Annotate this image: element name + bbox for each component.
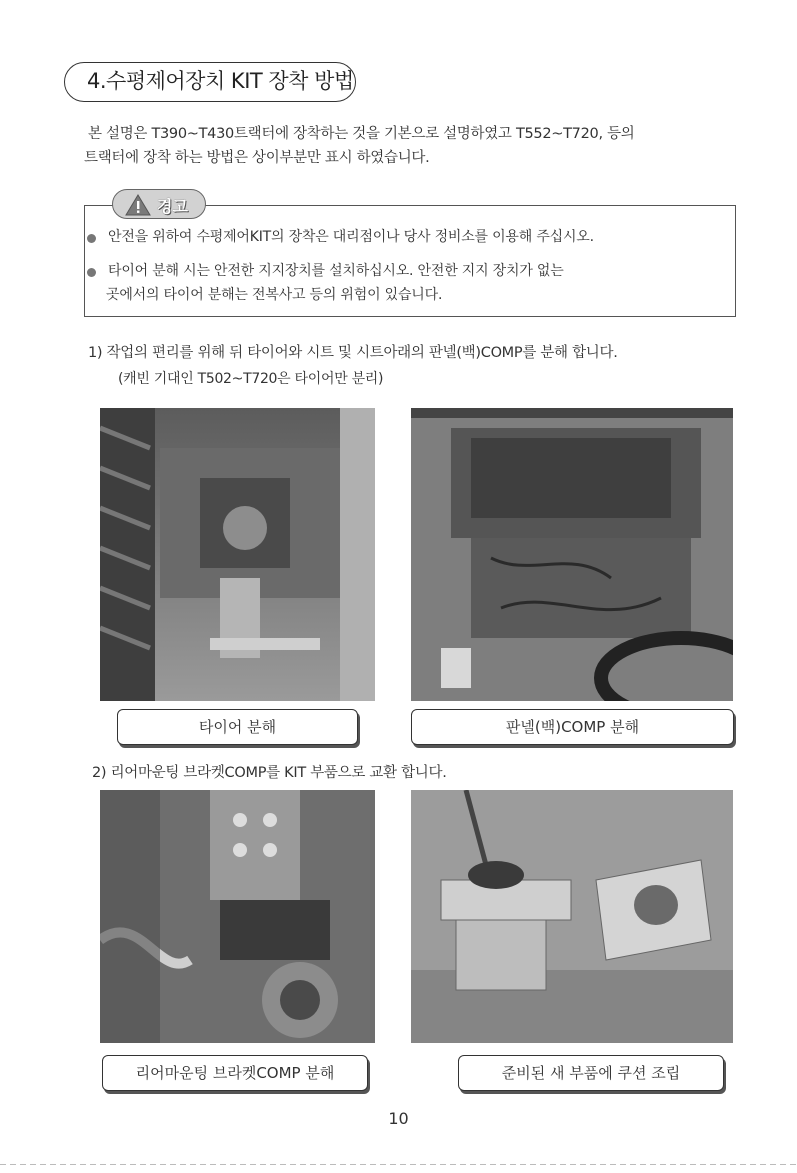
page-number: 10 (388, 1109, 409, 1128)
intro-line-1: 본 설명은 T390~T430트랙터에 장착하는 것을 기본으로 설명하였고 T552~T720, 등의 (88, 126, 635, 142)
warning-label: 경고 (157, 197, 188, 216)
step-2-text: 2) 리어마운팅 브라켓COMP를 KIT 부품으로 교환 합니다. (92, 765, 447, 781)
warning-bullet-2 (87, 268, 96, 277)
caption-bracket-removal: 리어마운팅 브라켓COMP 분해 (102, 1055, 368, 1091)
caption-tire-removal: 타이어 분해 (117, 709, 358, 745)
caption-new-parts-assembly: 준비된 새 부품에 쿠션 조립 (458, 1055, 724, 1091)
warning-bullet-1 (87, 234, 96, 243)
warning-item-1: 안전을 위하여 수평제어KIT의 장착은 대리점이나 당사 정비소를 이용해 주십시오. (108, 229, 594, 245)
warning-triangle-icon (125, 194, 151, 216)
warning-item-2-line-2: 곳에서의 타이어 분해는 전복사고 등의 위험이 있습니다. (106, 287, 443, 303)
section-title: 4.수평제어장치 KIT 장착 방법 (64, 62, 356, 102)
caption-panel-removal: 판넬(백)COMP 분해 (411, 709, 734, 745)
intro-line-2: 트랙터에 장착 하는 방법은 상이부분만 표시 하였습니다. (84, 150, 430, 166)
warning-item-2-line-1: 타이어 분해 시는 안전한 지지장치를 설치하십시오. 안전한 지지 장치가 없는 (108, 263, 564, 279)
photo-tire-removal (100, 408, 375, 701)
step-1-note: (캐빈 기대인 T502~T720은 타이어만 분리) (118, 371, 384, 387)
photo-panel-removal (411, 408, 733, 701)
scan-edge-line (0, 1164, 797, 1165)
step-1-text: 1) 작업의 편리를 위해 뒤 타이어와 시트 및 시트아래의 판넬(백)COMP를 분해 합니다. (88, 345, 618, 361)
photo-new-parts-assembly (411, 790, 733, 1043)
photo-bracket-removal (100, 790, 375, 1043)
warning-badge (112, 189, 206, 219)
